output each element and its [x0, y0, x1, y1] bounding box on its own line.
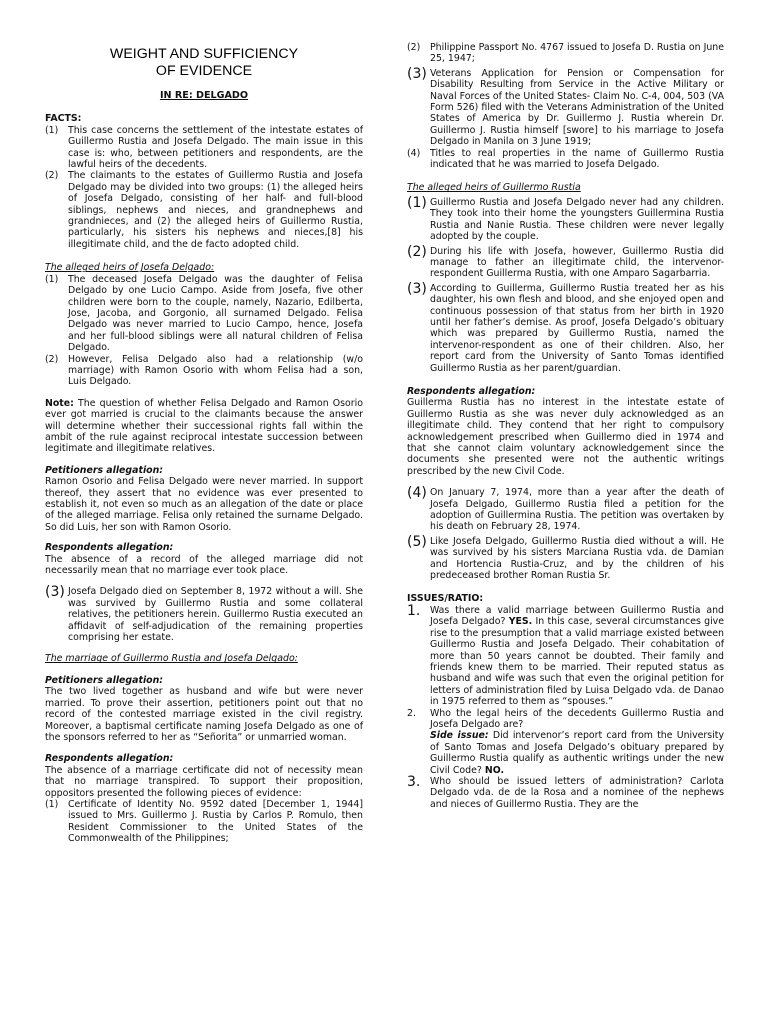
- item-text: Guillermo Rustia and Josefa Delgado never had any children. They took into their home the youngsters Guillermina Rustia Rustia and Nanie Rustia. These children were never legally adopted by the couple.: [430, 196, 724, 243]
- list-item: [407, 602, 724, 708]
- note-text: The question of whether Felisa Delgado and Ramon Osorio ever got married is crucial to the claimants because the answer will determine whether their successional rights fall within the ambit of the rule against reciprocal intestate succession between legitimate and illegitimate relatives.: [45, 397, 363, 455]
- item-text: Titles to real properties in the name of Guillermo Rustia indicated that he was married to Josefa Delgado.: [430, 147, 724, 171]
- item-number: 1.: [407, 602, 421, 619]
- list-item: [45, 274, 363, 354]
- side-issue-answer: NO.: [484, 764, 505, 776]
- list-item: [407, 487, 724, 533]
- marriage-heading: The marriage of Guillermo Rustia and Josefa Delgado:: [45, 653, 298, 665]
- list-item: [45, 354, 363, 388]
- heirs-josefa-list: [45, 274, 363, 388]
- item-number: (1): [407, 194, 427, 211]
- petitioners-text-1: Ramon Osorio and Felisa Delgado were never married. In support thereof, they assert that no evidence was ever presented to establish it, not even so much as an allegation of the date or place of the alleged marriage. Felisa only retained the surname Delgado. So did Luis, her son with Ramon Osorio.: [45, 476, 363, 533]
- item-number: (1): [45, 798, 59, 810]
- issue-1-ratio: In this case, several circumstances give rise to the presumption that a valid marriage existed between Guillermo Rustia and Josefa Delgado. Their cohabitation of more than 50 years cannot be doubted. Their family and friends knew them to be married. Their reputed status as husband and wife was such that even the original petition for letters of administration filed by Luisa Delgado vda. de Danao in 1975 referred to them as “spouses.”: [430, 616, 724, 708]
- issues-list: [407, 602, 724, 810]
- issue-1-answer: YES.: [508, 616, 533, 628]
- list-item: [407, 773, 724, 810]
- item-number: (1): [45, 124, 59, 136]
- heirs-guillermo-heading: The alleged heirs of Guillermo Rustia: [407, 182, 581, 194]
- facts-list: [45, 125, 363, 250]
- list-item: [407, 243, 724, 280]
- left-column: [45, 40, 363, 845]
- item-text: Certificate of Identity No. 9592 dated [December 1, 1944] issued to Mrs. Guillermo J. Rustia by Carlos P. Romulo, then Resident Commissioner to the United States of the Commonwealth of the Philippines;: [68, 798, 363, 845]
- petitioners-heading-1: Petitioners allegation:: [45, 464, 164, 476]
- item-text: Philippine Passport No. 4767 issued to Josefa D. Rustia on June 25, 1947;: [430, 42, 724, 65]
- side-issue-label: Side issue:: [430, 730, 489, 742]
- item-number: (2): [45, 170, 59, 182]
- item-number: (5): [407, 533, 427, 550]
- list-item: [407, 148, 724, 171]
- respondents-heading-3: Respondents allegation:: [407, 385, 536, 397]
- list-item: [407, 194, 724, 243]
- item-text: However, Felisa Delgado also had a relationship (w/o marriage) with Ramon Osorio with whom Felisa had a son, Luis Delgado.: [68, 353, 363, 388]
- facts-heading: FACTS:: [45, 113, 82, 125]
- item-text: The claimants to the estates of Guillermo Rustia and Josefa Delgado may be divided into two groups: (1) the alleged heirs of Josefa Delgado, consisting of her half- and full-blood siblings, nephews and nieces, and grandnephews and grandnieces, and (2) the alleged heirs of Guillermo Rustia, particularly, his sisters his nephews and nieces,[8] his illegitimate child, and the de facto adopted child.: [68, 170, 363, 250]
- evidence-list-part-1: [45, 799, 363, 845]
- item-number: (4): [407, 485, 427, 502]
- issue-2-question: Who the legal heirs of the decedents Guillermo Rustia and Josefa Delgado are?: [430, 707, 724, 730]
- item-number: (3): [45, 584, 65, 601]
- list-item: [45, 799, 363, 845]
- item-number: 2.: [407, 707, 416, 719]
- petitioners-text-2: The two lived together as husband and wife but were never married. To prove their assertion, petitioners point out that no record of the contested marriage existed in the civil registry. Moreover, a baptismal certificate naming Josefa Delgado as one of the sponsors referred to her as “Señorita” or unmarried woman.: [45, 686, 363, 743]
- heirs-guillermo-list: [407, 194, 724, 374]
- item-number: (2): [45, 353, 59, 365]
- item-text: The deceased Josefa Delgado was the daughter of Felisa Delgado by one Lucio Campo. Aside from Josefa, five other children were born to the couple, namely, Nazario, Edilberta, Jose, Jacoba, and Gorgonio, all surnamed Delgado. Felisa Delgado was never married to Lucio Campo, hence, Josefa and her full-blood siblings were all natural children of Felisa Delgado.: [68, 273, 363, 354]
- list-item: [407, 708, 724, 776]
- petitioners-heading-2: Petitioners allegation:: [45, 674, 164, 686]
- item-text: Like Josefa Delgado, Guillermo Rustia died without a will. He was survived by his sisters Marciana Rustia vda. de Damian and Hortencia Rustia-Cruz, and by the children of his predeceased brother Roman Rustia Sr.: [430, 535, 724, 582]
- evidence-list-part-2: [407, 42, 724, 170]
- issues-heading: ISSUES/RATIO:: [407, 593, 484, 605]
- issue-1-question: Was there a valid marriage between Guillermo Rustia and Josefa Delgado?: [430, 604, 724, 628]
- list-item: [407, 65, 724, 148]
- title-line-1: WEIGHT AND SUFFICIENCY: [109, 46, 299, 62]
- respondents-heading-1: Respondents allegation:: [45, 542, 174, 554]
- respondents-text-1: The absence of a record of the alleged marriage did not necessarily mean that no marriage ever took place.: [45, 553, 363, 577]
- respondents-text-2: The absence of a marriage certificate did not of necessity mean that no marriage transpired. To support their proposition, oppositors presented the following pieces of evidence:: [45, 764, 363, 799]
- right-column: [407, 42, 724, 810]
- respondents-heading-2: Respondents allegation:: [45, 753, 174, 765]
- item-number: (3): [407, 65, 427, 82]
- item-number: (1): [45, 273, 59, 285]
- item-text: This case concerns the settlement of the intestate estates of Guillermo Rustia and Josefa Delgado. The main issue in this case is: who, between petitioners and respondents, are the lawful heirs of the decedents.: [68, 124, 363, 171]
- title-line-2: OF EVIDENCE: [155, 63, 253, 79]
- issue-3-text: Who should be issued letters of administration? Carlota Delgado vda. de de la Rosa and a nominee of the nephews and nieces of Guillermo Rustia. They are the: [430, 775, 724, 810]
- item-text: During his life with Josefa, however, Guillermo Rustia did manage to father an illegitimate child, the intervenor-respondent Guillerma Rustia, with one Amparo Sagarbarria.: [430, 245, 724, 280]
- list-item: [407, 280, 724, 374]
- respondents-text-3: Guillerma Rustia has no interest in the intestate estate of Guillermo Rustia as she was never duly acknowledged as an illegitimate child. They contend that her right to compulsory acknowledgement prescribed when Guillermo died in 1974 and that she cannot claim voluntary acknowledgement since the documents she presented were not the authentic writings prescribed by the new Civil Code.: [407, 397, 724, 477]
- case-subtitle: IN RE: DELGADO: [159, 90, 249, 101]
- heirs-josefa-heading: The alleged heirs of Josefa Delgado:: [45, 262, 215, 274]
- list-item: [45, 125, 363, 171]
- list-item: [407, 42, 724, 65]
- document-title: [45, 46, 363, 80]
- item-text: Veterans Application for Pension or Compensation for Disability Resulting from Service in the Active Military or Naval Forces of the United States- Claim No. C-4, 004, 503 (VA Form 526) filed with the Veterans Administration of the United States of America by Dr. Guillermo J. Rustia wherein Dr. Guillermo J. Rustia himself [swore] to his marriage to Josefa Delgado in Manila on 3 June 1919;: [430, 67, 724, 148]
- side-issue: [430, 730, 724, 776]
- item-text: Josefa Delgado died on September 8, 1972 without a will. She was survived by Guillermo Rustia and some collateral relatives, the petitioners herein. Guillermo Rustia executed an affidavit of self-adjudication of the remaining properties comprising her estate.: [68, 586, 363, 644]
- item-number: (4): [407, 147, 421, 159]
- list-item: [407, 533, 724, 582]
- fact-3-list: [45, 586, 363, 643]
- item-number: (3): [407, 280, 427, 297]
- item-number: (2): [407, 42, 421, 53]
- note-paragraph: [45, 398, 363, 455]
- item-number: (2): [407, 243, 427, 260]
- list-item: [45, 170, 363, 250]
- note-label: Note:: [45, 397, 74, 409]
- list-item: [45, 586, 363, 643]
- item-text: On January 7, 1974, more than a year after the death of Josefa Delgado, Guillermo Rustia filed a petition for the adoption of Guillermina Rustia. The petition was overtaken by his death on February 28, 1974.: [430, 487, 724, 533]
- item-number: 3.: [407, 773, 421, 790]
- item-text: According to Guillerma, Guillermo Rustia treated her as his daughter, his own flesh and blood, and she enjoyed open and continuous possession of that status from her birth in 1920 until her father’s demise. As proof, Josefa Delgado’s obituary which was prepared by Guillermo Rustia, named the intervenor-respondent as one of their children. Also, her report card from the University of Santo Tomas identified Guillermo Rustia as her parent/guardian.: [430, 282, 724, 374]
- facts-continued-list: [407, 487, 724, 581]
- side-issue-text: Did intervenor’s report card from the University of Santo Tomas and Josefa Delgado’s obituary prepared by Guillermo Rustia qualify as authentic writings under the new Civil Code?: [430, 730, 724, 776]
